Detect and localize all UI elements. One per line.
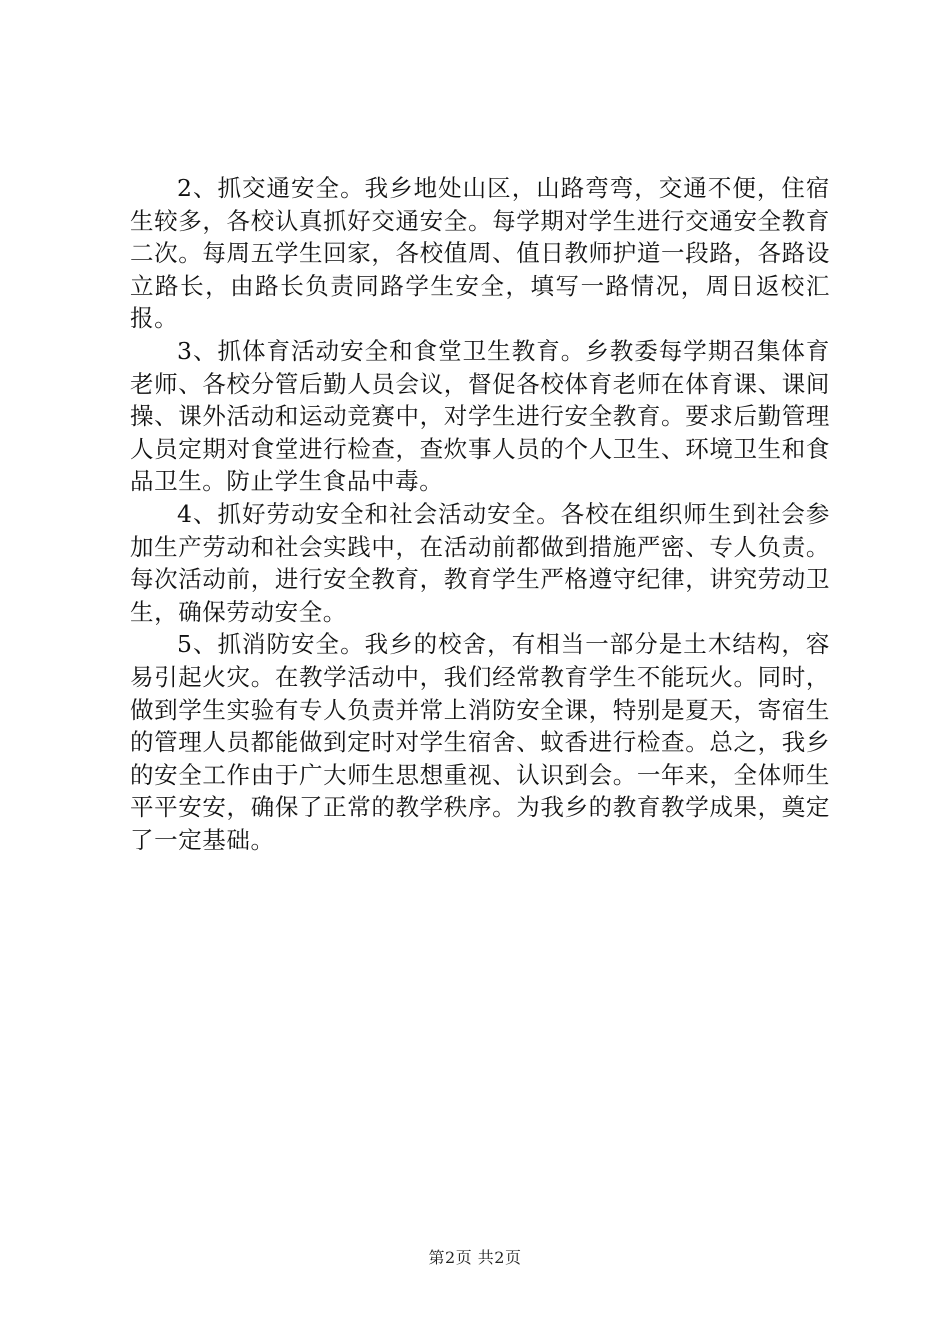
paragraph-fire-safety: 5、抓消防安全。我乡的校舍，有相当一部分是土木结构，容易引起火灾。在教学活动中，我们经常教育学生不能玩火。同时，做到学生实验有专人负责并常上消防安全课，特别是夏天，寄宿生的管理人员都能做到定时对学生宿舍、蚊香进行检查。总之，我乡的安全工作由于广大师生思想重视、认识到会。一年来，全体师生平平安安，确保了正常的教学秩序。为我乡的教育教学成果，奠定了一定基础。 — [130, 630, 830, 854]
document-body — [130, 172, 830, 856]
paragraph-labor-social-safety: 4、抓好劳动安全和社会活动安全。各校在组织师生到社会参加生产劳动和社会实践中，在活动前都做到措施严密、专人负责。每次活动前，进行安全教育，教育学生严格遵守纪律，讲究劳动卫生，确保劳动安全。 — [130, 499, 830, 626]
page-number-footer: 第2页 共2页 — [428, 1248, 522, 1267]
paragraph-traffic-safety: 2、抓交通安全。我乡地处山区，山路弯弯，交通不便，住宿生较多，各校认真抓好交通安全。每学期对学生进行交通安全教育二次。每周五学生回家，各校值周、值日教师护道一段路，各路设立路长，由路长负责同路学生安全，填写一路情况，周日返校汇报。 — [130, 174, 830, 333]
paragraph-sports-canteen-safety: 3、抓体育活动安全和食堂卫生教育。乡教委每学期召集体育老师、各校分管后勤人员会议，督促各校体育老师在体育课、课间操、课外活动和运动竞赛中，对学生进行安全教育。要求后勤管理人员定期对食堂进行检查，查炊事人员的个人卫生、环境卫生和食品卫生。防止学生食品中毒。 — [130, 336, 830, 496]
